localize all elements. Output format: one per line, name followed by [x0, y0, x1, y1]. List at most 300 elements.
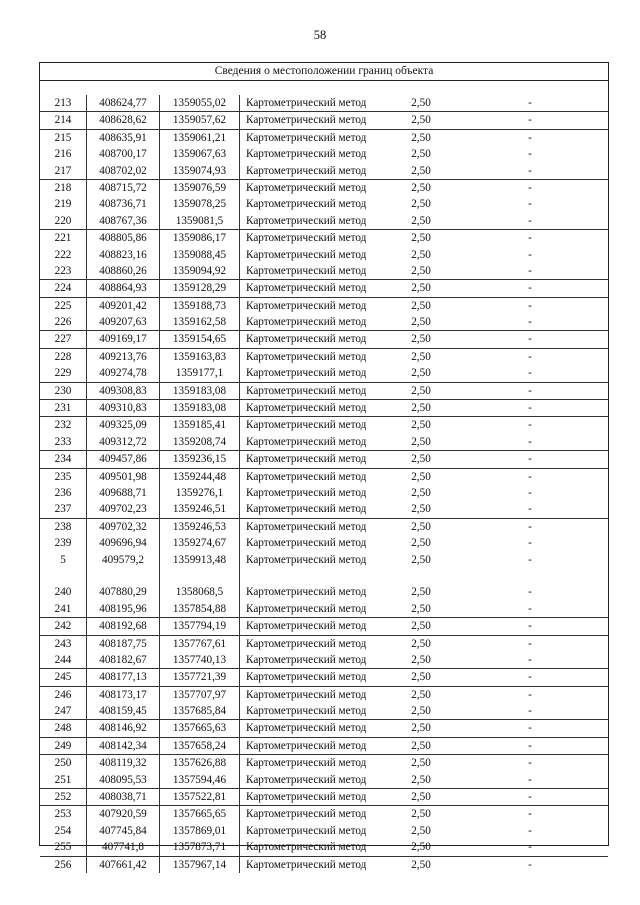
point-number: 254: [40, 823, 87, 839]
coord-y: 1359154,65: [160, 331, 240, 347]
coord-x: 408182,67: [87, 652, 160, 668]
empty-cell: [160, 568, 240, 584]
coord-y: 1359074,93: [160, 163, 240, 179]
method: Картометрический метод: [246, 537, 367, 550]
coord-x: 409702,32: [87, 519, 160, 535]
coord-y: 1357873,71: [160, 839, 240, 855]
point-number: 230: [40, 383, 87, 399]
point-number: 253: [40, 806, 87, 822]
accuracy: 2,50: [411, 653, 431, 666]
accuracy: 2,50: [411, 637, 431, 650]
coord-x: 409688,71: [87, 485, 160, 501]
coord-y: 1357740,13: [160, 652, 240, 668]
description: -: [528, 131, 532, 144]
method: Картометрический метод: [246, 620, 367, 633]
accuracy: 2,50: [411, 586, 431, 599]
table-row: [40, 737, 608, 754]
point-number: 214: [40, 112, 87, 128]
coord-y: 1357707,97: [160, 687, 240, 703]
point-number: 249: [40, 738, 87, 754]
coord-y: 1359057,62: [160, 112, 240, 128]
coord-x: 409702,23: [87, 501, 160, 517]
accuracy: 2,50: [411, 350, 431, 363]
accuracy: 2,50: [411, 520, 431, 533]
accuracy: 2,50: [411, 333, 431, 346]
method: Картометрический метод: [246, 198, 367, 211]
coord-y: 1359177,1: [160, 365, 240, 381]
description: -: [528, 671, 532, 684]
description: -: [528, 620, 532, 633]
coord-y: 1359274,67: [160, 535, 240, 551]
coord-y: 1359185,41: [160, 417, 240, 433]
table-row: [40, 668, 608, 685]
method: Картометрический метод: [246, 739, 367, 752]
coord-y: 1357685,84: [160, 703, 240, 719]
coord-x: 409274,78: [87, 365, 160, 381]
coord-y: 1359244,48: [160, 469, 240, 485]
point-number: 220: [40, 213, 87, 229]
point-number: 255: [40, 839, 87, 855]
point-number: 239: [40, 535, 87, 551]
table-row: [40, 856, 608, 873]
accuracy: 2,50: [411, 316, 431, 329]
method: Картометрический метод: [246, 705, 367, 718]
method: Картометрический метод: [246, 264, 367, 277]
coord-y: 1357854,88: [160, 601, 240, 617]
accuracy: 2,50: [411, 553, 431, 566]
boundary-table: [39, 62, 609, 871]
table-row: [40, 805, 608, 822]
point-number: 219: [40, 196, 87, 212]
method: Картометрический метод: [246, 97, 367, 109]
coord-y: 1357594,46: [160, 772, 240, 788]
method: Картометрический метод: [246, 384, 367, 397]
coord-y: 1357522,81: [160, 789, 240, 805]
coord-x: 408177,13: [87, 669, 160, 685]
point-number: 242: [40, 618, 87, 634]
method: Картометрический метод: [246, 232, 367, 245]
accuracy: 2,50: [411, 470, 431, 483]
coord-y: 1359094,92: [160, 263, 240, 279]
accuracy: 2,50: [411, 232, 431, 245]
accuracy: 2,50: [411, 97, 431, 109]
method: Картометрический метод: [246, 282, 367, 295]
description: -: [528, 384, 532, 397]
description: -: [528, 299, 532, 312]
table-row: [40, 485, 608, 501]
coord-x: 409579,2: [87, 552, 160, 568]
point-number: 246: [40, 687, 87, 703]
coord-x: 408700,17: [87, 146, 160, 162]
table-row: [40, 518, 608, 535]
method: Картометрический метод: [246, 350, 367, 363]
coord-x: 408624,77: [87, 95, 160, 111]
coord-x: 408173,17: [87, 687, 160, 703]
point-number: 238: [40, 519, 87, 535]
accuracy: 2,50: [411, 671, 431, 684]
coord-y: 1359276,1: [160, 485, 240, 501]
description: -: [528, 114, 532, 127]
table-body: [40, 95, 608, 873]
accuracy: 2,50: [411, 131, 431, 144]
accuracy: 2,50: [411, 164, 431, 177]
table-row: [40, 468, 608, 485]
point-number: 216: [40, 146, 87, 162]
coord-x: 408146,92: [87, 720, 160, 736]
method: Картометрический метод: [246, 503, 367, 516]
accuracy: 2,50: [411, 148, 431, 161]
coord-x: 408736,71: [87, 196, 160, 212]
method: Картометрический метод: [246, 453, 367, 466]
description: -: [528, 316, 532, 329]
coord-y: 1359081,5: [160, 213, 240, 229]
method: Картометрический метод: [246, 688, 367, 701]
coord-y: 1359183,08: [160, 383, 240, 399]
table-spacer: [40, 81, 608, 95]
method: Картометрический метод: [246, 181, 367, 194]
accuracy: 2,50: [411, 248, 431, 261]
coord-x: 407741,8: [87, 839, 160, 855]
method: Картометрический метод: [246, 419, 367, 432]
coord-x: 408159,45: [87, 703, 160, 719]
coord-y: 1359236,15: [160, 451, 240, 467]
description: -: [528, 198, 532, 211]
table-row: [40, 686, 608, 703]
coord-y: 1359086,17: [160, 230, 240, 246]
coord-x: 408715,72: [87, 180, 160, 196]
table-row: [40, 297, 608, 314]
accuracy: 2,50: [411, 264, 431, 277]
coord-y: 1357665,63: [160, 720, 240, 736]
point-number: 221: [40, 230, 87, 246]
description: -: [528, 808, 532, 821]
method: Картометрический метод: [246, 858, 367, 871]
coord-x: 409312,72: [87, 434, 160, 450]
description: -: [528, 435, 532, 448]
point-number: 256: [40, 857, 87, 873]
coord-x: 408038,71: [87, 789, 160, 805]
table-row: [40, 552, 608, 568]
coord-y: 1359162,58: [160, 314, 240, 330]
coord-y: 1359128,29: [160, 280, 240, 296]
coord-x: 409501,98: [87, 469, 160, 485]
coord-x: 408767,36: [87, 213, 160, 229]
description: -: [528, 537, 532, 550]
coord-x: 408805,86: [87, 230, 160, 246]
coord-x: 409310,83: [87, 400, 160, 416]
coord-x: 409201,42: [87, 298, 160, 314]
accuracy: 2,50: [411, 537, 431, 550]
coord-x: 408628,62: [87, 112, 160, 128]
accuracy: 2,50: [411, 114, 431, 127]
coord-y: 1359088,45: [160, 247, 240, 263]
table-row: [40, 772, 608, 788]
coord-y: 1357967,14: [160, 857, 240, 873]
coord-x: 409207,63: [87, 314, 160, 330]
coord-y: 1357626,88: [160, 755, 240, 771]
accuracy: 2,50: [411, 773, 431, 786]
table-row: [40, 348, 608, 365]
point-number: 217: [40, 163, 87, 179]
description: -: [528, 705, 532, 718]
description: -: [528, 419, 532, 432]
description: -: [528, 148, 532, 161]
coord-x: 407661,42: [87, 857, 160, 873]
accuracy: 2,50: [411, 824, 431, 837]
group-gap: [40, 568, 608, 584]
description: -: [528, 503, 532, 516]
description: -: [528, 181, 532, 194]
table-row: [40, 584, 608, 600]
point-number: 240: [40, 584, 87, 600]
point-number: 228: [40, 349, 87, 365]
coord-x: 408142,34: [87, 738, 160, 754]
table-row: [40, 652, 608, 668]
point-number: 225: [40, 298, 87, 314]
table-row: [40, 196, 608, 212]
point-number: 213: [40, 95, 87, 111]
coord-x: 408823,16: [87, 247, 160, 263]
point-number: 252: [40, 789, 87, 805]
method: Картометрический метод: [246, 435, 367, 448]
coord-x: 408119,32: [87, 755, 160, 771]
coord-y: 1357665,65: [160, 806, 240, 822]
table-row: [40, 788, 608, 805]
point-number: 244: [40, 652, 87, 668]
accuracy: 2,50: [411, 402, 431, 415]
point-number: 247: [40, 703, 87, 719]
coord-x: 408702,02: [87, 163, 160, 179]
description: -: [528, 367, 532, 380]
method: Картометрический метод: [246, 470, 367, 483]
accuracy: 2,50: [411, 299, 431, 312]
accuracy: 2,50: [411, 602, 431, 615]
coord-x: 408635,91: [87, 130, 160, 146]
accuracy: 2,50: [411, 791, 431, 804]
description: -: [528, 214, 532, 227]
point-number: 236: [40, 485, 87, 501]
table-row: [40, 263, 608, 279]
method: Картометрический метод: [246, 164, 367, 177]
point-number: 250: [40, 755, 87, 771]
method: Картометрический метод: [246, 367, 367, 380]
description: -: [528, 453, 532, 466]
description: -: [528, 553, 532, 566]
table-row: [40, 314, 608, 330]
coord-y: 1359163,83: [160, 349, 240, 365]
accuracy: 2,50: [411, 453, 431, 466]
coord-x: 407920,59: [87, 806, 160, 822]
point-number: 224: [40, 280, 87, 296]
point-number: 226: [40, 314, 87, 330]
table-row: [40, 247, 608, 263]
coord-y: 1359067,63: [160, 146, 240, 162]
table-row: [40, 399, 608, 416]
point-number: 5: [40, 552, 87, 568]
accuracy: 2,50: [411, 620, 431, 633]
empty-cell: [87, 568, 160, 584]
point-number: 235: [40, 469, 87, 485]
description: -: [528, 486, 532, 499]
description: -: [528, 520, 532, 533]
coord-x: 409457,86: [87, 451, 160, 467]
coord-x: 407745,84: [87, 823, 160, 839]
description: -: [528, 739, 532, 752]
table-row: [40, 229, 608, 246]
coord-x: 408095,53: [87, 772, 160, 788]
table-row: [40, 111, 608, 128]
method: Картометрический метод: [246, 841, 367, 854]
method: Картометрический метод: [246, 131, 367, 144]
method: Картометрический метод: [246, 486, 367, 499]
accuracy: 2,50: [411, 367, 431, 380]
table-row: [40, 279, 608, 296]
table-row: [40, 179, 608, 196]
coord-x: 408192,68: [87, 618, 160, 634]
accuracy: 2,50: [411, 181, 431, 194]
table-row: [40, 365, 608, 381]
method: Картометрический метод: [246, 791, 367, 804]
coord-x: 409325,09: [87, 417, 160, 433]
page-number: 58: [313, 28, 327, 42]
point-number: 215: [40, 130, 87, 146]
point-number: 229: [40, 365, 87, 381]
accuracy: 2,50: [411, 486, 431, 499]
description: -: [528, 653, 532, 666]
method: Картометрический метод: [246, 824, 367, 837]
description: -: [528, 470, 532, 483]
method: Картометрический метод: [246, 722, 367, 735]
coord-y: 1359078,25: [160, 196, 240, 212]
coord-y: 1358068,5: [160, 584, 240, 600]
description: -: [528, 637, 532, 650]
method: Картометрический метод: [246, 602, 367, 615]
description: -: [528, 350, 532, 363]
table-row: [40, 719, 608, 736]
table-row: [40, 635, 608, 652]
description: -: [528, 248, 532, 261]
coord-y: 1359188,73: [160, 298, 240, 314]
coord-x: 408187,75: [87, 636, 160, 652]
accuracy: 2,50: [411, 435, 431, 448]
method: Картометрический метод: [246, 114, 367, 127]
method: Картометрический метод: [246, 520, 367, 533]
point-number: 234: [40, 451, 87, 467]
accuracy: 2,50: [411, 384, 431, 397]
accuracy: 2,50: [411, 858, 431, 871]
table-row: [40, 450, 608, 467]
coord-y: 1357869,01: [160, 823, 240, 839]
accuracy: 2,50: [411, 214, 431, 227]
coord-y: 1359061,21: [160, 130, 240, 146]
coord-y: 1357658,24: [160, 738, 240, 754]
coord-x: 409169,17: [87, 331, 160, 347]
coord-x: 409308,83: [87, 383, 160, 399]
empty-cell: [40, 568, 87, 584]
point-number: 251: [40, 772, 87, 788]
method: Картометрический метод: [246, 773, 367, 786]
description: -: [528, 164, 532, 177]
table-row: [40, 703, 608, 719]
accuracy: 2,50: [411, 419, 431, 432]
table-row: [40, 601, 608, 617]
method: Картометрический метод: [246, 299, 367, 312]
point-number: 233: [40, 434, 87, 450]
point-number: 227: [40, 331, 87, 347]
table-row: [40, 213, 608, 229]
method: Картометрический метод: [246, 214, 367, 227]
point-number: 223: [40, 263, 87, 279]
accuracy: 2,50: [411, 808, 431, 821]
table-row: [40, 434, 608, 450]
point-number: 245: [40, 669, 87, 685]
description: -: [528, 722, 532, 735]
coord-y: 1359246,51: [160, 501, 240, 517]
accuracy: 2,50: [411, 282, 431, 295]
method: Картометрический метод: [246, 808, 367, 821]
point-number: 243: [40, 636, 87, 652]
table-row: [40, 839, 608, 855]
coord-x: 408860,26: [87, 263, 160, 279]
coord-x: 409696,94: [87, 535, 160, 551]
coord-x: 407880,29: [87, 584, 160, 600]
description: -: [528, 841, 532, 854]
point-number: 218: [40, 180, 87, 196]
point-number: 222: [40, 247, 87, 263]
table-title: Сведения о местоположении границ объекта: [40, 63, 608, 81]
description: -: [528, 282, 532, 295]
description: -: [528, 773, 532, 786]
method: Картометрический метод: [246, 757, 367, 770]
coord-y: 1357721,39: [160, 669, 240, 685]
method: Картометрический метод: [246, 316, 367, 329]
accuracy: 2,50: [411, 757, 431, 770]
accuracy: 2,50: [411, 198, 431, 211]
method: Картометрический метод: [246, 553, 367, 566]
table-row: [40, 330, 608, 347]
description: -: [528, 824, 532, 837]
description: -: [528, 586, 532, 599]
method: Картометрический метод: [246, 248, 367, 261]
coord-y: 1359246,53: [160, 519, 240, 535]
coord-y: 1359183,08: [160, 400, 240, 416]
method: Картометрический метод: [246, 586, 367, 599]
table-row: [40, 823, 608, 839]
accuracy: 2,50: [411, 705, 431, 718]
table-row: [40, 163, 608, 179]
table-row: [40, 501, 608, 517]
point-number: 231: [40, 400, 87, 416]
table-row: [40, 129, 608, 146]
coord-x: 408195,96: [87, 601, 160, 617]
accuracy: 2,50: [411, 739, 431, 752]
coord-y: 1359055,02: [160, 95, 240, 111]
description: -: [528, 757, 532, 770]
point-number: 248: [40, 720, 87, 736]
coord-y: 1357767,61: [160, 636, 240, 652]
point-number: 232: [40, 417, 87, 433]
description: -: [528, 688, 532, 701]
method: Картометрический метод: [246, 333, 367, 346]
method: Картометрический метод: [246, 653, 367, 666]
method: Картометрический метод: [246, 148, 367, 161]
description: -: [528, 602, 532, 615]
table-row: [40, 416, 608, 433]
accuracy: 2,50: [411, 722, 431, 735]
method: Картометрический метод: [246, 402, 367, 415]
coord-x: 409213,76: [87, 349, 160, 365]
point-number: 241: [40, 601, 87, 617]
